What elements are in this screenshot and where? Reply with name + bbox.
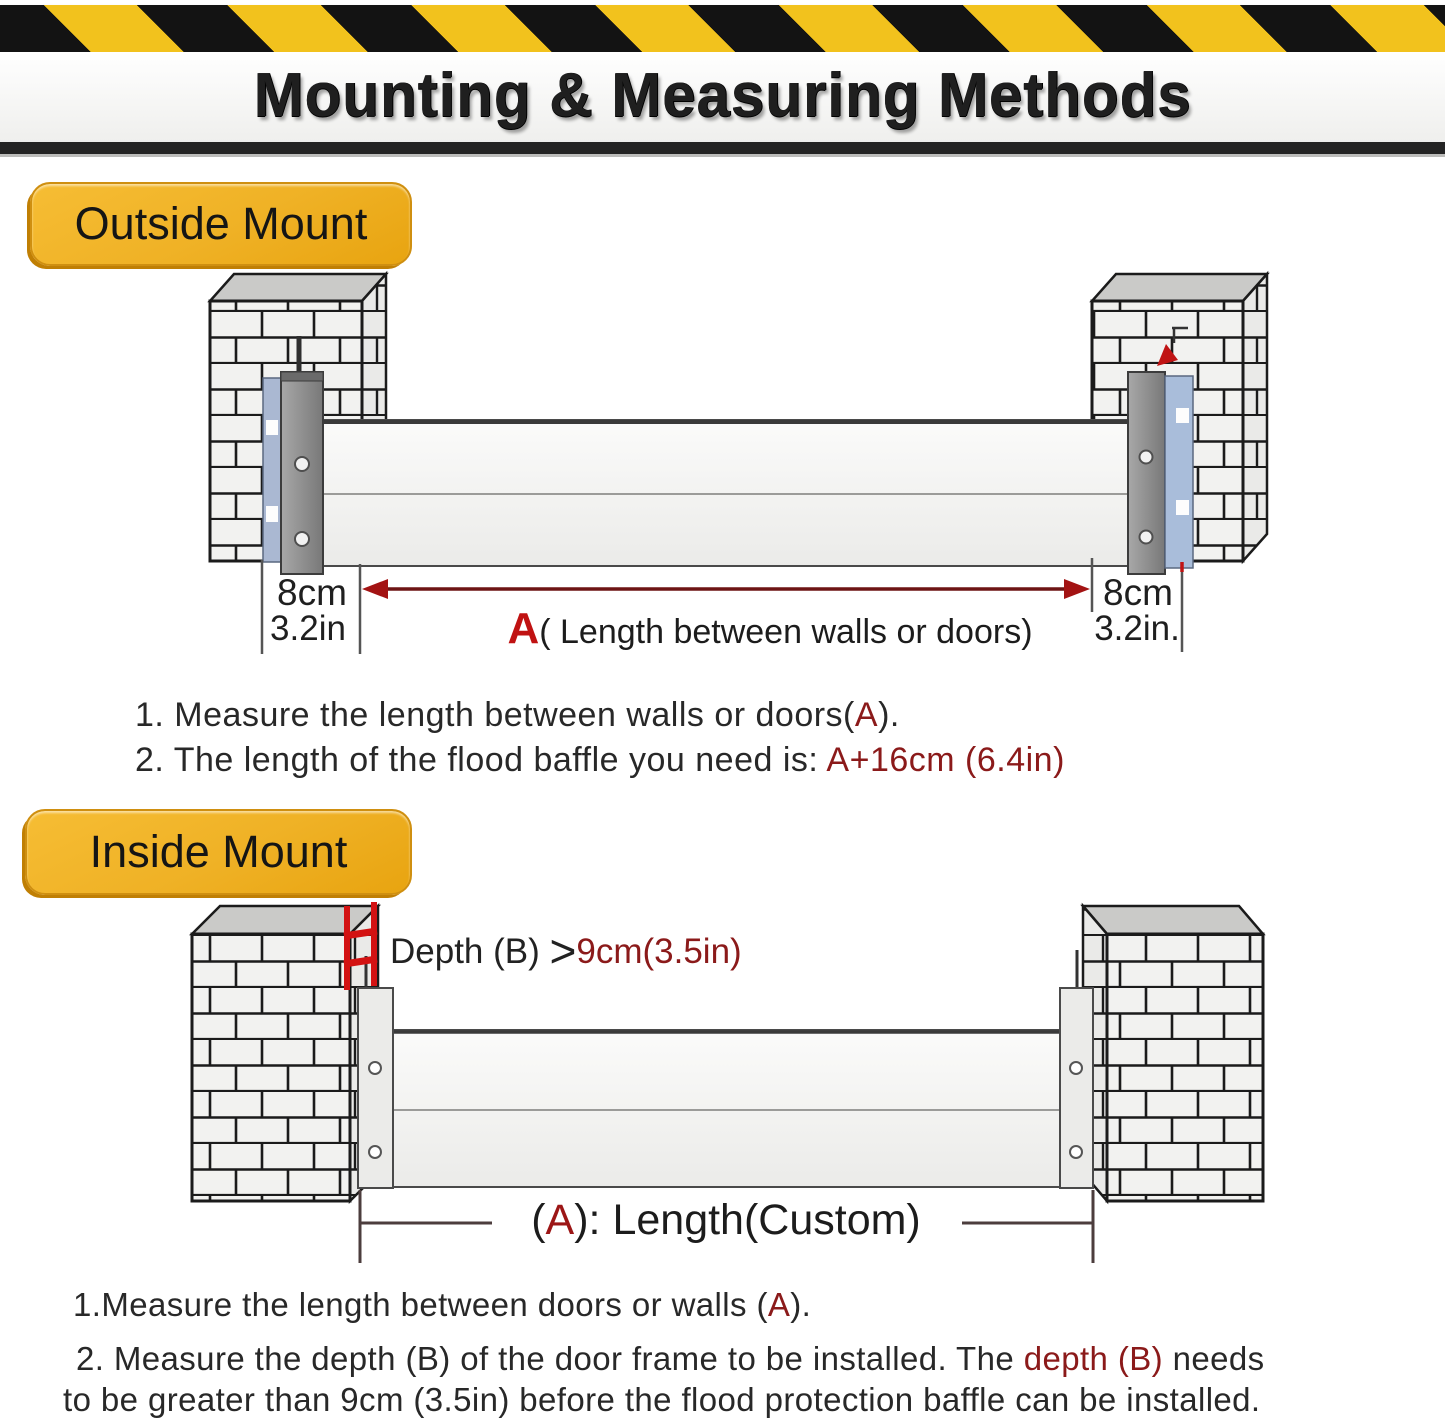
left-dim-inch: 3.2in [270, 609, 346, 648]
mounting-rail-right [1128, 344, 1193, 574]
screw-icon [1140, 531, 1153, 544]
screw-icon [369, 1146, 381, 1158]
right-dim-cm: 8cm [1103, 572, 1173, 613]
right-dim-inch: 3.2in. [1094, 609, 1180, 648]
screw-icon [295, 457, 309, 471]
screw-icon [369, 1062, 381, 1074]
outside-step-1: 1. Measure the length between walls or doors(A). [135, 696, 900, 734]
rail-plate-left [358, 956, 393, 1188]
inside-step-2-line-2: to be greater than 9cm (3.5in) before the flood protection baffle can be installed. [63, 1381, 1261, 1418]
inside-mount-badge-label: Inside Mount [89, 826, 348, 877]
screw-icon [1070, 1146, 1082, 1158]
mounting-rail-left [263, 372, 323, 574]
flood-barrier-inside [393, 1030, 1060, 1187]
dim-letter-a: A [507, 604, 540, 653]
screw-icon [1140, 451, 1153, 464]
page-title: Mounting & Measuring Methods [253, 59, 1192, 130]
left-dim-cm: 8cm [277, 572, 347, 613]
length-custom-label: (A): Length(Custom) [531, 1196, 921, 1244]
screw-icon [295, 532, 309, 546]
flood-barrier [323, 420, 1130, 566]
inside-step-2-line-1: 2. Measure the depth (B) of the door frame to be installed. The depth (B) needs [76, 1340, 1265, 1377]
inside-step-1: 1.Measure the length between doors or walls (A). [73, 1286, 812, 1323]
screw-icon [1070, 1062, 1082, 1074]
depth-b-label: Depth (B) >9cm(3.5in) [390, 925, 742, 977]
length-between-walls-label: A( Length between walls or doors) [507, 604, 1033, 653]
outside-mount-badge-label: Outside Mount [74, 198, 368, 249]
brick-pillar-left-inside [192, 906, 378, 1201]
outside-step-2: 2. The length of the flood baffle you need is: A+16cm (6.4in) [135, 741, 1065, 779]
brick-pillar-right-inside [1083, 906, 1263, 1201]
